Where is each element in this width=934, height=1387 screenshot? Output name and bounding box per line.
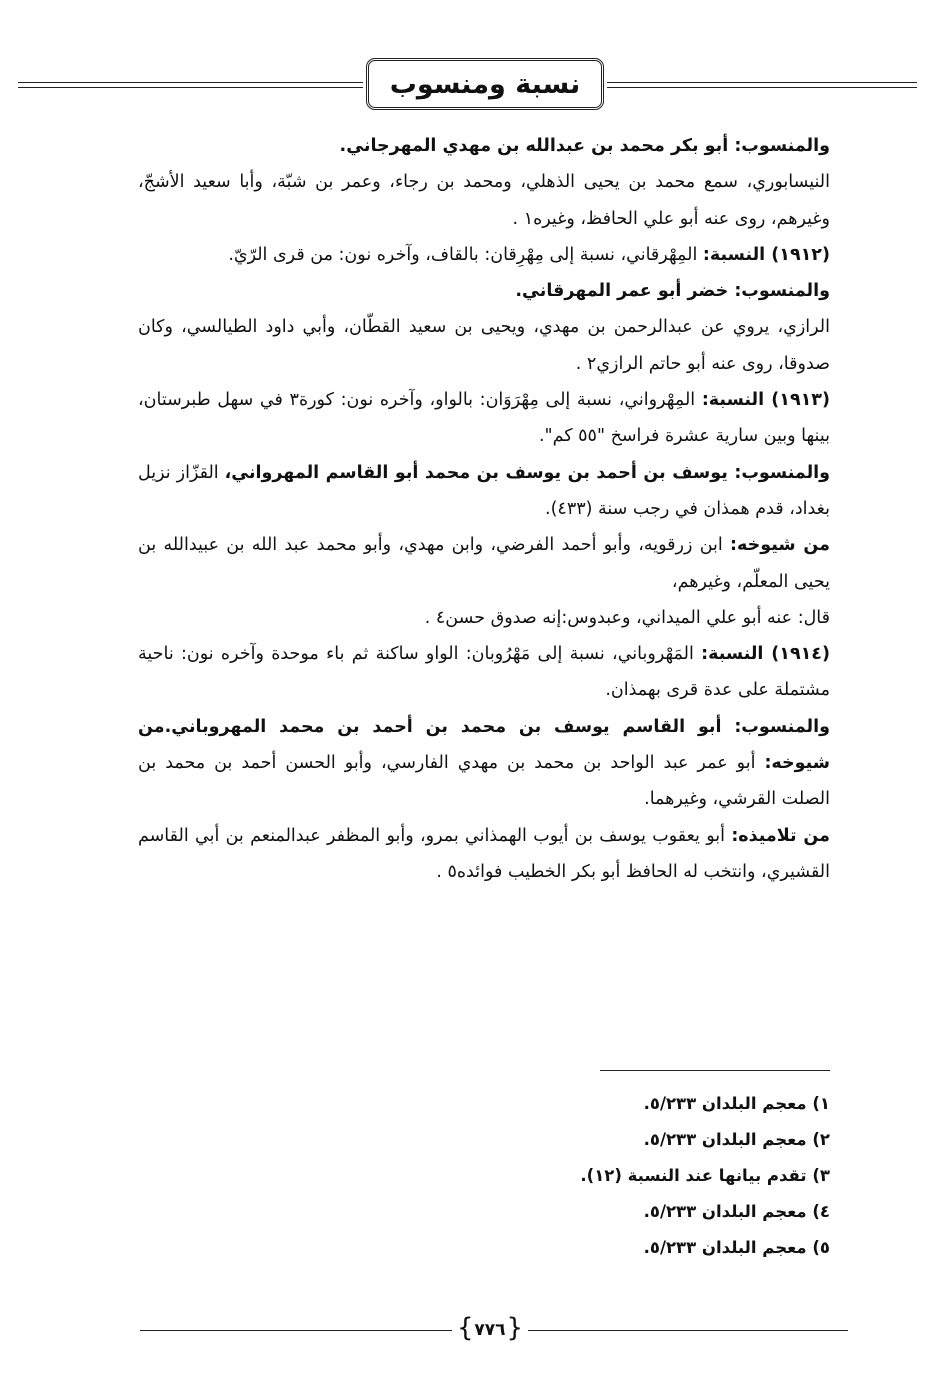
paragraph-text: النيسابوري، سمع محمد بن يحيى الذهلي، ومحمد بن رجاء، وعمر بن شبّة، وأبا سعيد الأشجّ، وغيرهم، روى عنه أبو علي الحافظ، وغيره١ . <box>138 172 830 229</box>
paragraph <box>138 309 830 382</box>
page-footer <box>0 1315 934 1345</box>
paragraph-text-2: أبو عمر عبد الواحد بن محمد بن مهدي الفارسي، وأبو الحسن أحمد بن محمد بن الصلت القرشي، وغيرهما. <box>138 753 830 810</box>
paragraph-text: ابن زرقويه، وأبو أحمد الفرضي، وابن مهدي، وأبو محمد عبد الله بن عبيدالله بن يحيى المعلّم، وغيرهم، <box>138 535 830 592</box>
paragraph-text: خضر أبو عمر المهرقاني. <box>515 281 735 302</box>
page-number: { ٧٧٦ } <box>455 1315 525 1345</box>
paragraph-label: (١٩١٣) النسبة: <box>701 390 830 411</box>
paragraph <box>138 273 830 309</box>
paragraph-text: أبو القاسم يوسف بن محمد بن أحمد بن محمد المهروباني. <box>164 716 735 737</box>
footnote: ١) معجم البلدان ٥/٢٣٣. <box>643 1094 830 1113</box>
paragraph-text: أبو بكر محمد بن عبدالله بن مهدي المهرجاني. <box>339 136 735 156</box>
paragraph <box>138 818 830 891</box>
paragraph-label: من شيوخه: <box>730 535 830 556</box>
paragraph-label: والمنسوب: <box>734 281 830 302</box>
footnote: ٤) معجم البلدان ٥/٢٣٣. <box>643 1202 830 1221</box>
paragraph-text: أبو يعقوب يوسف بن أيوب الهمذاني بمرو، وأبو المظفر عبدالمنعم بن أبي القاسم القشيري، وانتخب له الحافظ أبو بكر الخطيب فوائده٥ . <box>138 825 830 882</box>
paragraph <box>138 600 830 636</box>
main-text <box>138 128 830 890</box>
paragraph-text: يوسف بن أحمد بن يوسف بن محمد أبو القاسم المهرواني، <box>224 462 735 483</box>
page-title: نسبة ومنسوب <box>366 58 604 110</box>
paragraph <box>138 709 830 818</box>
paragraph-label: والمنسوب: <box>734 716 830 737</box>
paragraph <box>138 527 830 600</box>
page-header <box>0 52 934 118</box>
paragraph-text: الرازي، يروي عن عبدالرحمن بن مهدي، ويحيى بن سعيد القطّان، وأبي داود الطيالسي، وكان صدوقا، روى عنه أبو حاتم الرازي٢ . <box>138 317 830 374</box>
paragraph <box>138 382 830 455</box>
paragraph <box>138 455 830 528</box>
paragraph-label-2: من شيوخه: <box>138 716 830 774</box>
paragraph-label: والمنسوب: <box>734 462 831 483</box>
paragraph <box>138 636 830 709</box>
paragraph-label: والمنسوب: <box>734 136 830 156</box>
footnote: ٢) معجم البلدان ٥/٢٣٣. <box>643 1130 830 1149</box>
paragraph-label: من تلاميذه: <box>731 825 831 846</box>
paragraph <box>138 128 830 164</box>
paragraph-text-plain: القزّاز نزيل بغداد، قدم همذان في رجب سنة (٤٣٣). <box>138 462 830 519</box>
paragraph <box>138 237 830 273</box>
paragraph-text: المِهْرواني، نسبة إلى مِهْرَوَان: بالواو، وآخره نون: كورة٣ في سهل طبرستان، بينها وبين سارية عشرة فراسخ "٥٥ كم". <box>138 390 830 447</box>
footnote-separator <box>600 1070 830 1071</box>
header-rule-left-2 <box>18 87 363 88</box>
paragraph-text: المَهْروباني، نسبة إلى مَهْرُوبان: الواو ساكنة ثم باء موحدة وآخره نون: ناحية مشتملة على عدة قرى بهمذان. <box>138 644 830 701</box>
footer-rule-left <box>140 1330 452 1331</box>
footnote: ٣) تقدم بيانها عند النسبة (١٢). <box>580 1166 830 1185</box>
paragraph-text: المِهْرقاني، نسبة إلى مِهْرِقان: بالقاف، وآخره نون: من قرى الرّيّ. <box>228 244 703 265</box>
paragraph <box>138 164 830 237</box>
paragraph-text: قال: عنه أبو علي الميداني، وعبدوس:إنه صدوق حسن٤ . <box>424 607 830 628</box>
footnote: ٥) معجم البلدان ٥/٢٣٣. <box>643 1238 830 1257</box>
header-rule-left <box>18 82 363 83</box>
footer-rule-right <box>528 1330 848 1331</box>
header-rule-right <box>607 82 917 83</box>
header-rule-right-2 <box>607 87 917 88</box>
footnotes <box>400 1086 830 1266</box>
paragraph-label: (١٩١٢) النسبة: <box>702 244 830 265</box>
paragraph-label: (١٩١٤) النسبة: <box>701 644 830 665</box>
